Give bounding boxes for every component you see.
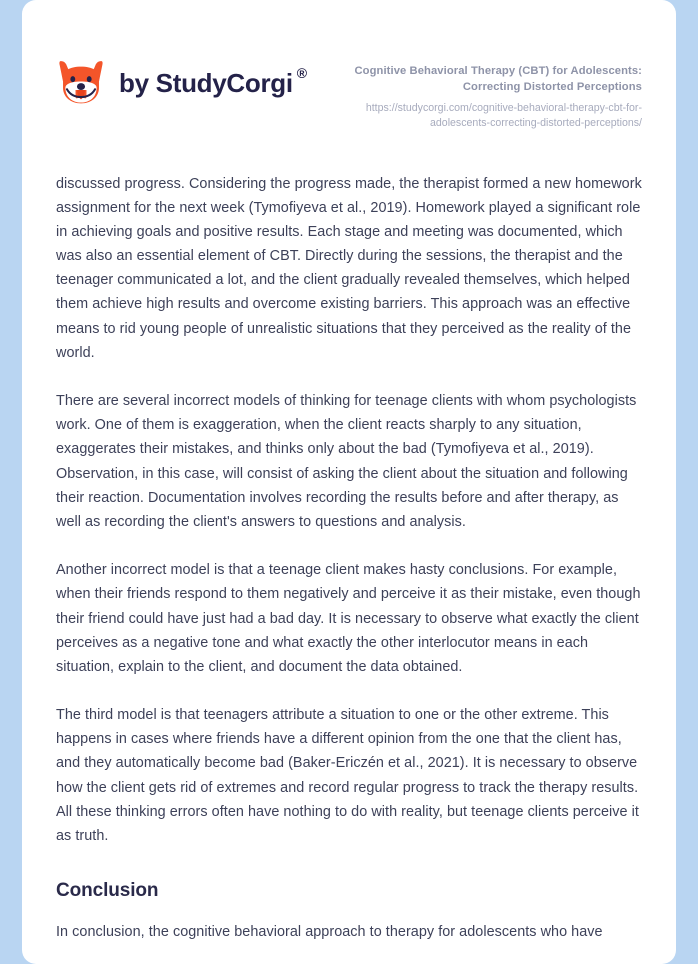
- corgi-face-icon: [56, 58, 106, 108]
- document-body: [40, 132, 658, 945]
- body-paragraph: discussed progress. Considering the progress made, the therapist formed a new homework assignment for the next week (Tymofiyeva et al., 2019). Homework played a significant role in achieving goals and positive results. Each stage and meeting was documented, which was also an essential element of CBT. Directly during the sessions, the therapist and the teenager communicated a lot, and the client gradually revealed themselves, which helped them achieve high results and overcome existing barriers. This approach was an effective means to rid young people of unrealistic situations that they perceived as the reality of the world.: [56, 175, 642, 361]
- brand-name-text: by StudyCorgi: [119, 68, 293, 98]
- conclusion-heading: Conclusion: [56, 880, 159, 902]
- document-paper: [22, 0, 676, 964]
- document-header: [40, 0, 658, 132]
- document-url[interactable]: https://studycorgi.com/cognitive-behavioral-therapy-cbt-for-adolescents-correcting-distorted-perceptions/: [365, 101, 642, 130]
- conclusion-paragraph: In conclusion, the cognitive behavioral approach to therapy for adolescents who have: [56, 924, 603, 941]
- header-document-meta: [312, 50, 642, 132]
- brand-wordmark: [119, 65, 307, 98]
- body-paragraph: There are several incorrect models of thinking for teenage clients with whom psychologists work. One of them is exaggeration, when the client reacts sharply to any situation, exaggerates their mistakes, and thinks only about the bad (Tymofiyeva et al., 2019). Observation, in this case, will consist of asking the client about the situation and following their reaction. Documentation involves recording the results before and after therapy, as well as recording the client's answers to questions and analysis.: [56, 393, 637, 530]
- document-title: Cognitive Behavioral Therapy (CBT) for Adolescents: Correcting Distorted Perceptions: [354, 65, 642, 93]
- brand-logo[interactable]: [56, 50, 307, 108]
- registered-trademark-icon: ®: [296, 65, 307, 81]
- body-paragraph: Another incorrect model is that a teenage client makes hasty conclusions. For example, when their friends respond to them negatively and perceive it as their mistake, even though their friend could have just had a bad day. It is necessary to observe what exactly the client perceives as a negative tone and what exactly the other interlocutor means in each situation, explain to the client, and document the data obtained.: [56, 562, 641, 675]
- body-paragraph: The third model is that teenagers attribute a situation to one or the other extreme. This happens in cases where friends have a different opinion from the one that the client has, and they automatically become bad (Baker-Ericzén et al., 2021). It is necessary to observe how the client gets rid of extremes and record regular progress to track the therapy results. All these thinking errors often have nothing to do with reality, but teenage clients perceive it as truth.: [56, 707, 639, 845]
